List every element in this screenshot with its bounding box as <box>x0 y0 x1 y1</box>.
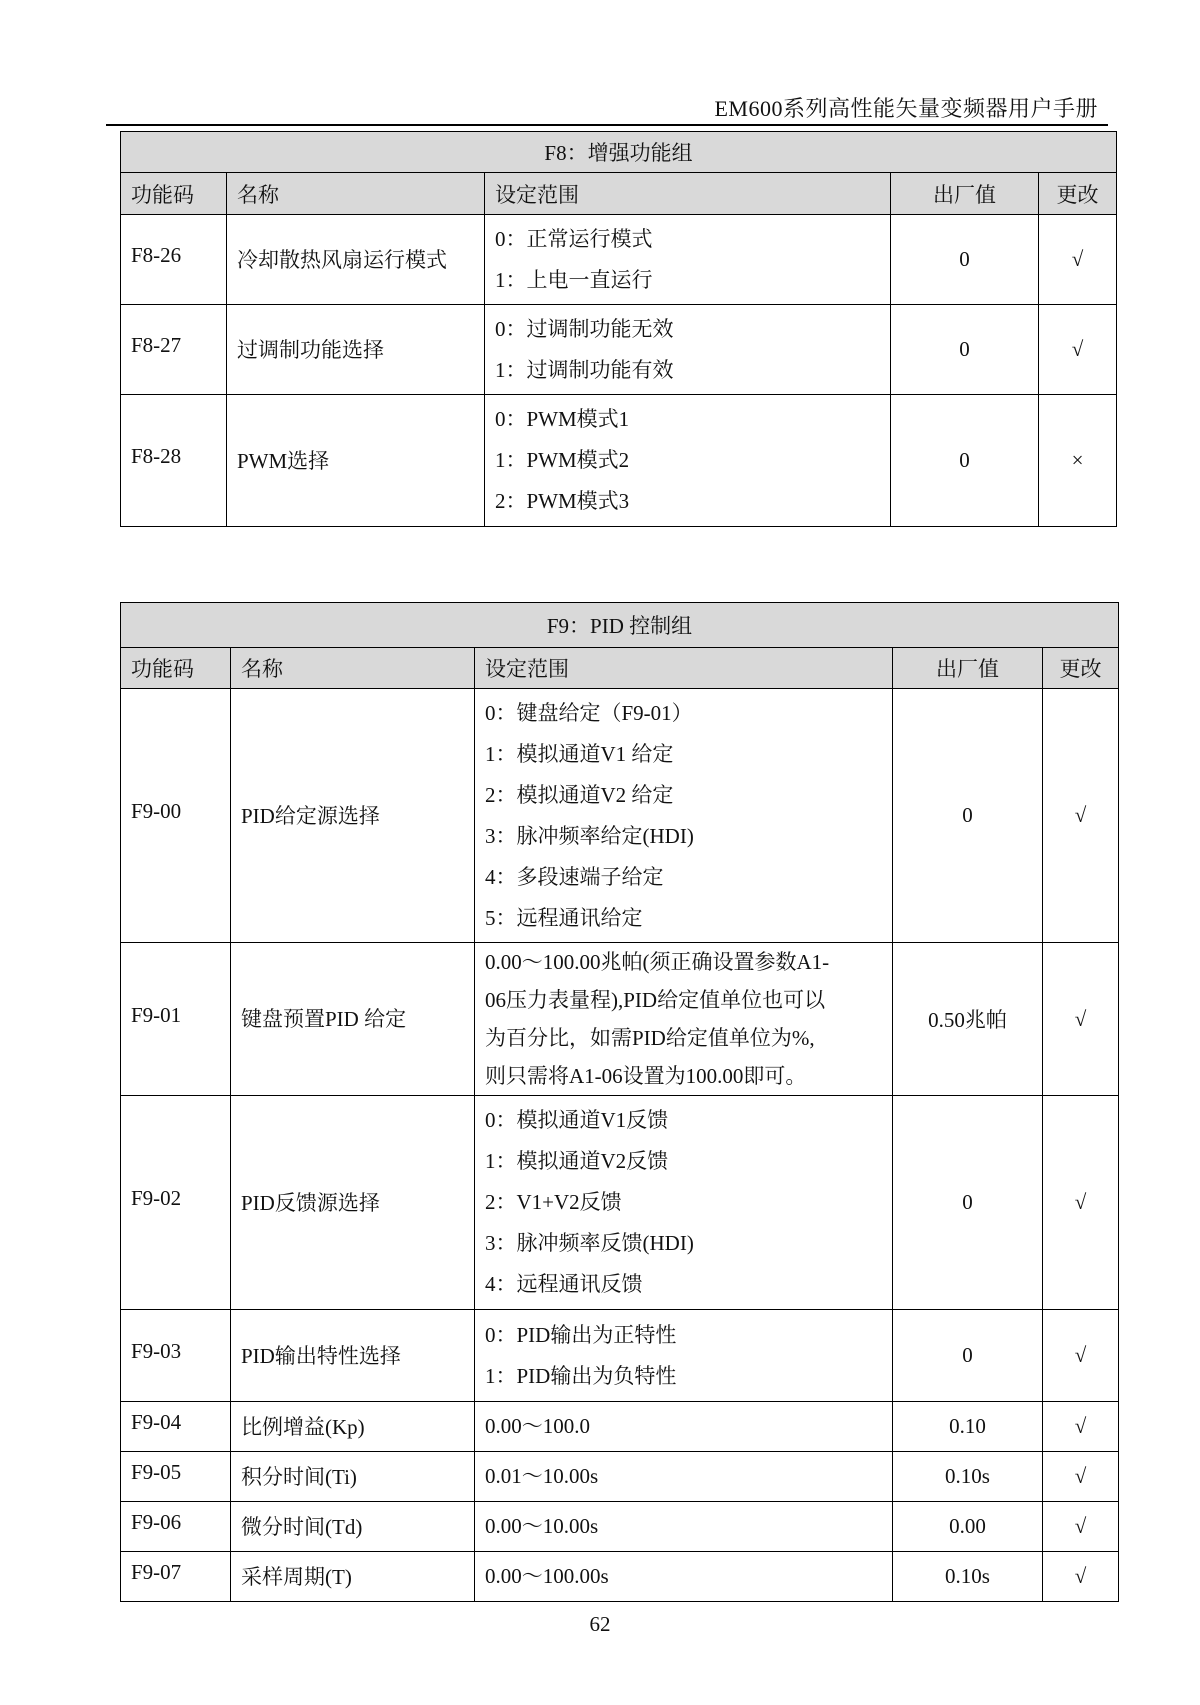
param-code-text: F9-03 <box>131 1339 182 1363</box>
f8-group-title-row <box>121 132 1117 173</box>
param-name: PID给定源选择 <box>231 689 475 943</box>
param-change: √ <box>1043 1402 1119 1452</box>
param-change: √ <box>1043 689 1119 943</box>
range-line: 1：上电一直运行 <box>495 267 653 292</box>
col-header-code: 功能码 <box>121 173 227 215</box>
col-header-name: 名称 <box>227 173 485 215</box>
col-header-default: 出厂值 <box>893 648 1043 689</box>
f9-group-title: F9：PID 控制组 <box>121 603 1119 648</box>
param-default: 0 <box>891 395 1039 527</box>
f9-group-title-row <box>121 603 1119 648</box>
param-change: √ <box>1039 215 1117 305</box>
param-range <box>475 1096 893 1310</box>
range-line: 0：键盘给定（F9-01） <box>485 700 693 725</box>
param-range <box>475 1310 893 1402</box>
range-line: 1：模拟通道V2反馈 <box>485 1149 669 1173</box>
param-code <box>121 305 227 395</box>
param-change: × <box>1039 395 1117 527</box>
table-row <box>121 1552 1119 1602</box>
range-line: 0：过调制功能无效 <box>495 316 674 341</box>
range-line: 1：PID输出为负特性 <box>485 1363 677 1388</box>
range-line: 4：远程通讯反馈 <box>485 1272 643 1296</box>
param-default: 0 <box>891 215 1039 305</box>
col-header-range: 设定范围 <box>485 173 891 215</box>
range-line: 为百分比，如需PID给定值单位为%, <box>485 1026 815 1050</box>
range-line: 0.01～10.00s <box>485 1464 599 1488</box>
table-row <box>121 1096 1119 1310</box>
param-code <box>121 1552 231 1602</box>
param-name: PWM选择 <box>227 395 485 527</box>
range-line: 0：模拟通道V1反馈 <box>485 1108 669 1132</box>
param-change: √ <box>1043 1452 1119 1502</box>
range-line: 0.00～10.00s <box>485 1514 599 1538</box>
param-change: √ <box>1043 1552 1119 1602</box>
param-code-text: F8-28 <box>131 444 182 468</box>
col-header-default: 出厂值 <box>891 173 1039 215</box>
f8-column-header-row <box>121 173 1117 215</box>
param-code-text: F8-26 <box>131 243 182 267</box>
param-change: √ <box>1043 1502 1119 1552</box>
range-line: 0.00～100.00兆帕(须正确设置参数A1- <box>485 950 830 974</box>
param-code <box>121 1502 231 1552</box>
table-row <box>121 395 1117 527</box>
table-row <box>121 1452 1119 1502</box>
table-row <box>121 1402 1119 1452</box>
param-range <box>475 1502 893 1552</box>
table-row <box>121 305 1117 395</box>
param-default: 0.50兆帕 <box>893 943 1043 1096</box>
param-code <box>121 1310 231 1402</box>
range-line: 2：模拟通道V2 给定 <box>485 782 674 807</box>
param-change: √ <box>1039 305 1117 395</box>
param-code-text: F9-06 <box>131 1510 182 1534</box>
table-row <box>121 943 1119 1096</box>
f8-table-body <box>121 215 1117 527</box>
param-change: √ <box>1043 943 1119 1096</box>
range-line: 0：正常运行模式 <box>495 226 653 251</box>
param-range <box>475 1402 893 1452</box>
param-default: 0 <box>893 1310 1043 1402</box>
col-header-range: 设定范围 <box>475 648 893 689</box>
range-line: 1：过调制功能有效 <box>495 357 674 382</box>
range-line: 0.00～100.0 <box>485 1414 590 1438</box>
param-default: 0 <box>893 689 1043 943</box>
param-default: 0.10s <box>893 1452 1043 1502</box>
param-code-text: F9-05 <box>131 1460 182 1484</box>
param-code <box>121 1452 231 1502</box>
f8-parameter-table <box>120 131 1117 527</box>
param-default: 0 <box>891 305 1039 395</box>
range-line: 1：PWM模式2 <box>495 448 630 472</box>
f9-column-header-row <box>121 648 1119 689</box>
col-header-name: 名称 <box>231 648 475 689</box>
param-range <box>485 215 891 305</box>
range-line: 3：脉冲频率给定(HDI) <box>485 823 694 848</box>
col-header-change: 更改 <box>1043 648 1119 689</box>
param-code <box>121 1096 231 1310</box>
range-line: 则只需将A1-06设置为100.00即可。 <box>485 1064 807 1088</box>
param-change: √ <box>1043 1310 1119 1402</box>
param-name: 键盘预置PID 给定 <box>231 943 475 1096</box>
param-name: 采样周期(T) <box>231 1552 475 1602</box>
range-line: 2：PWM模式3 <box>495 489 630 513</box>
range-line: 1：模拟通道V1 给定 <box>485 741 674 766</box>
param-code-text: F9-04 <box>131 1410 182 1434</box>
table-row <box>121 1310 1119 1402</box>
f8-group-title: F8：增强功能组 <box>121 132 1117 173</box>
param-range <box>475 1452 893 1502</box>
table-row <box>121 215 1117 305</box>
param-range <box>475 943 893 1096</box>
param-code <box>121 1402 231 1452</box>
col-header-change: 更改 <box>1039 173 1117 215</box>
param-range <box>485 305 891 395</box>
param-range <box>485 395 891 527</box>
param-code <box>121 689 231 943</box>
param-change: √ <box>1043 1096 1119 1310</box>
range-line: 0：PID输出为正特性 <box>485 1322 677 1347</box>
param-name: 积分时间(Ti) <box>231 1452 475 1502</box>
page-number: 62 <box>589 1612 611 1636</box>
range-line: 3：脉冲频率反馈(HDI) <box>485 1231 694 1255</box>
param-code <box>121 215 227 305</box>
param-default: 0 <box>893 1096 1043 1310</box>
param-code-text: F9-00 <box>131 799 182 823</box>
param-default: 0.00 <box>893 1502 1043 1552</box>
param-name: 微分时间(Td) <box>231 1502 475 1552</box>
param-default: 0.10 <box>893 1402 1043 1452</box>
f9-table-body <box>121 689 1119 1602</box>
param-code-text: F9-01 <box>131 1002 182 1027</box>
param-name: 比例增益(Kp) <box>231 1402 475 1452</box>
param-name: PID反馈源选择 <box>231 1096 475 1310</box>
manual-title: EM600系列高性能矢量变频器用户手册 <box>714 96 1098 121</box>
param-name: 过调制功能选择 <box>227 305 485 395</box>
param-name: 冷却散热风扇运行模式 <box>227 215 485 305</box>
param-code-text: F9-07 <box>131 1560 182 1584</box>
range-line: 0.00～100.00s <box>485 1564 609 1588</box>
param-range <box>475 1552 893 1602</box>
param-code <box>121 943 231 1096</box>
f9-parameter-table <box>120 602 1119 1602</box>
range-line: 2：V1+V2反馈 <box>485 1190 622 1214</box>
table-row <box>121 689 1119 943</box>
page-header <box>106 88 1108 126</box>
param-name: PID输出特性选择 <box>231 1310 475 1402</box>
param-code-text: F9-02 <box>131 1186 182 1210</box>
range-line: 06压力表量程),PID给定值单位也可以 <box>485 988 826 1012</box>
param-code <box>121 395 227 527</box>
param-range <box>475 689 893 943</box>
col-header-code: 功能码 <box>121 648 231 689</box>
param-default: 0.10s <box>893 1552 1043 1602</box>
table-row <box>121 1502 1119 1552</box>
param-code-text: F8-27 <box>131 333 182 357</box>
range-line: 5：远程通讯给定 <box>485 905 643 930</box>
range-line: 0：PWM模式1 <box>495 407 630 431</box>
range-line: 4：多段速端子给定 <box>485 864 664 889</box>
